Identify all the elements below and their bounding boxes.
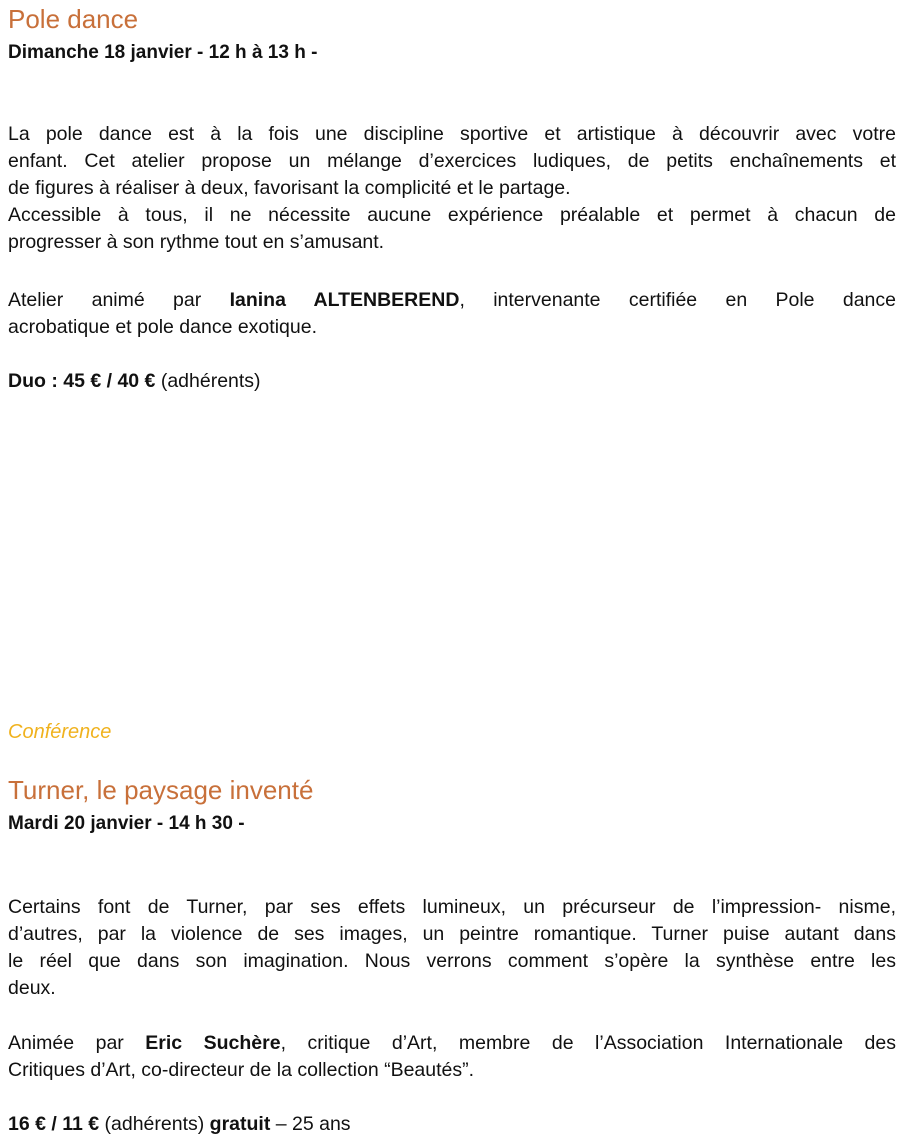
event-price xyxy=(8,1111,896,1138)
host-line: Animée par Eric Suchère, critique d’Art, membre de l’Association Internationale des xyxy=(8,1032,897,1054)
description-line: La pole dance est à la fois une discipline sportive et artistique à découvrir avec votre xyxy=(8,123,896,145)
description-line: Certains font de Turner, par ses effets lumineux, un précurseur de l’impression- nisme, xyxy=(8,896,896,918)
host-line: acrobatique et pole dance exotique. xyxy=(8,316,317,338)
host-line: Critiques d’Art, co-directeur de la collection “Beautés”. xyxy=(8,1059,475,1081)
event-description xyxy=(8,894,896,1002)
description-line: d’autres, par la violence de ses images, un peintre romantique. Turner puise autant dans xyxy=(8,923,896,945)
price-note: (adhérents) xyxy=(155,370,261,392)
description-line: Accessible à tous, il ne nécessite aucune expérience préalable et permet à chacun de xyxy=(8,204,896,226)
event-description xyxy=(8,121,896,256)
price-amount: 16 € / 11 € xyxy=(8,1113,100,1135)
price-amount: Duo : 45 € / 40 € xyxy=(8,370,156,392)
free-note: – 25 ans xyxy=(270,1113,351,1135)
description-line: deux. xyxy=(8,977,56,999)
event-date: Mardi 20 janvier - 14 h 30 - xyxy=(8,813,245,834)
event-title: Turner, le paysage inventé xyxy=(8,775,314,805)
host-name: Ianina ALTENBEREND xyxy=(229,289,460,311)
event-date: Dimanche 18 janvier - 12 h à 13 h - xyxy=(8,42,318,63)
description-line: enfant. Cet atelier propose un mélange d’exercices ludiques, de petits enchaînements et xyxy=(8,150,896,172)
event-title: Pole dance xyxy=(8,4,139,34)
event-category: Conférence xyxy=(8,721,112,743)
host-line: Atelier animé par Ianina ALTENBEREND, intervenante certifiée en Pole dance xyxy=(8,289,896,311)
host-name: Eric Suchère xyxy=(145,1032,281,1054)
event-price xyxy=(8,368,896,395)
description-line: de figures à réaliser à deux, favorisant la complicité et le partage. xyxy=(8,177,571,199)
price-note: (adhérents) xyxy=(99,1113,210,1135)
event-host xyxy=(8,1030,896,1084)
free-label: gratuit xyxy=(209,1113,271,1135)
event-host xyxy=(8,287,896,341)
description-line: progresser à son rythme tout en s’amusant. xyxy=(8,231,385,253)
description-line: le réel que dans son imagination. Nous verrons comment s’opère la synthèse entre les xyxy=(8,950,896,972)
